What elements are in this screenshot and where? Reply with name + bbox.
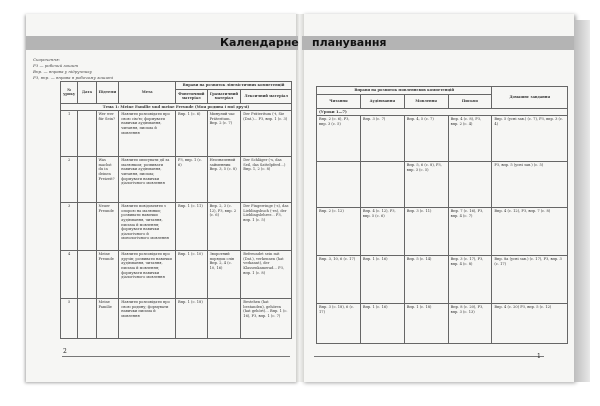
homework-cell: РЗ, впр. 5 (усні зав.) (с. 5) [492,162,568,208]
lesson-grammar: Зворотний порядок слів Впр. 2, 4 (с. 10, 16) [207,251,241,299]
lesson-lexical: Der Präteritum (-t, Sie (Dat.)… РЗ, впр. 1 (с. 3) [241,111,292,157]
lesson-number: 5 [61,299,78,339]
reading-cell: Впр. 2 (с. 12) [317,208,361,256]
listening-cell: Впр. 3 (с. 7) [360,116,404,162]
right-page-number: 1 [537,353,541,360]
col-header-subtopic: Підтеми [96,82,119,104]
lesson-phonetic: Впр. 1 (с. 10) [176,251,208,299]
note-line: РЗ — робочий зошит [33,63,79,68]
lesson-number: 2 [61,157,78,203]
lesson-number: 4 [61,251,78,299]
book-spine [296,14,304,382]
abbreviation-notes [33,57,113,81]
col-header-reading: Читання [317,94,361,108]
table-row [317,256,568,304]
planning-table-left [60,81,292,339]
writing-cell: Впр. 8 (с. 20), РЗ, впр. 3 (с. 13) [448,304,492,344]
lesson-subtopic: Wer wer für Sein? [96,111,119,157]
reading-cell [317,162,361,208]
lesson-phonetic: Впр. 1 (с. 11) [176,203,208,251]
col-header-lexical: Лексичний матеріал [241,89,292,103]
lesson-lexical: Der Fingerringe (-s), das Lieblingsbuch (-es), der Lieblingslehrer… РЗ, впр. 1 (с. 5) [241,203,292,251]
table-row [61,299,292,339]
lesson-goal: Навчити повідомляти з опорою на малюнки; розвивати навички аудіювання, читання, письма й мовлення; формувати навички діалогічного й монологічного мовлення [119,203,176,251]
col-header-phonetic: Фонетичний матеріал [176,89,208,103]
table-row [317,304,568,344]
homework-cell: Впр. 4 (с. 12), РЗ, впр. 7 (с. 8) [492,208,568,256]
writing-cell: Впр. 4 (с. 8), РЗ, впр. 2 (с. 4) [448,116,492,162]
homework-cell: Впр. 4 (с. 20) РЗ, впр. 5 (с. 12) [492,304,568,344]
col-header-lesson: № уроку [61,82,78,104]
lesson-date [78,251,96,299]
right-footer-line [314,356,544,357]
writing-cell: Впр. 7 (с. 16), РЗ, впр. 4 (с. 7) [448,208,492,256]
lesson-grammar: Минулий час Präteritum. Впр. 2 (с. 7) [207,111,241,157]
table-row [317,162,568,208]
table-row [61,203,292,251]
lesson-number: 1 [61,111,78,157]
left-page-number: 2 [63,348,67,355]
theme-title: Тема 1: Meine Familie und meine Freunde (Моя родина і мої друзі) [61,103,292,111]
speaking-cell: Впр. 1 (с. 18) [404,304,448,344]
listening-cell: Впр. 1 (с. 16) [360,304,404,344]
col-header-speech: Вправи на розвиток мовленнєвих компетенцій [317,87,492,95]
speaking-cell: Впр. 5, 6 (с. 8), РЗ, впр. 3 (с. 5) [404,162,448,208]
homework-cell: Впр. 8а (усні зав.) (с. 17), РЗ, впр. 3 (с. 17) [492,256,568,304]
left-footer-line [62,356,290,357]
lesson-date [78,111,96,157]
lesson-phonetic: РЗ, впр. 1 (с. 6) [176,157,208,203]
lesson-goal: Навчити розповідати про свою родину; формувати навички письма й мовлення [119,299,176,339]
table-row [317,208,568,256]
listening-cell: Впр. 1 (с. 16) [360,256,404,304]
col-header-speaking: Мовлення [404,94,448,108]
lesson-goal: Навчити описувати дії за малюнком; розвивати навички аудіювання, читання, письма; формувати навички діалогічного мовлення [119,157,176,203]
lesson-phonetic: Впр. 1 (с. 18) [176,299,208,339]
lesson-grammar: Неозначений займенник Впр. 3, 5 (с. 8) [207,157,241,203]
table-row [317,116,568,162]
col-header-writing: Письмо [448,94,492,108]
note-line: РЗ, впр. — вправа в робочому зошиті [33,75,114,80]
page-edge [574,20,590,382]
left-page-title: Календарне [220,36,299,49]
writing-cell: Впр. 3 (с. 17), РЗ, впр. 4 (с. 8) [448,256,492,304]
lesson-goal: Навчити розповідати про свою сім'ю; формувати навички аудіювання, читання, письма й мовлення [119,111,176,157]
reading-cell: Впр. 2 (с. 6), РЗ, впр. 3 (с. 5) [317,116,361,162]
lesson-lexical: Bestehen (hat bestanden), gehören (hat gehört)… Впр. 1 (с. 16), РЗ, впр. 1 (с. 7) [241,299,292,339]
lesson-subtopic: Meine Freunde [96,251,119,299]
reading-cell: Впр. 3, 10, 6 (с. 17) [317,256,361,304]
lesson-subtopic: Meine Familie [96,299,119,339]
lesson-grammar: Впр. 2, 3 (с. 12), РЗ, впр. 2 (с. 6) [207,203,241,251]
reading-cell: Впр. 3 (с. 18), 6 (с. 17) [317,304,361,344]
col-header-listening: Аудіювання [360,94,404,108]
lesson-subtopic: Neuer Freunde [96,203,119,251]
col-header-linguistic: Вправи на розвиток лінгвістичних компетенцій [176,82,292,90]
note-line: Впр. — вправа у підручнику [33,69,92,74]
table-row [61,157,292,203]
speaking-cell: Впр. 5 (с. 14) [404,256,448,304]
lesson-subtopic: Was machst du in deinen Freizeit? [96,157,119,203]
homework-cell: Впр. 5 (усні зав.) (с. 7), РЗ, впр. 3 (с. 4) [492,116,568,162]
lesson-date [78,299,96,339]
lesson-grammar [207,299,241,339]
table-row [61,111,292,157]
lesson-phonetic: Впр. 1 (с. 6) [176,111,208,157]
listening-cell [360,162,404,208]
col-header-homework: Домашнє завдання [492,87,568,109]
lesson-number: 3 [61,203,78,251]
col-header-goal: Мета [119,82,176,104]
right-page-title: планування [312,36,387,49]
lessons-range: (Уроки 1—7) [317,108,568,116]
speaking-cell: Впр. 4, 5 (с. 7) [404,116,448,162]
planning-table-right [316,86,568,344]
lesson-goal: Навчити розповідати про друзів; розвивати навички аудіювання, читання, письма й мовлення; формувати навички діалогічного мовлення [119,251,176,299]
lesson-date [78,157,96,203]
lesson-lexical: Befreundet sein mit (Dat.), verkennen (hat verkannt), der Klassenkamerad… РЗ, впр. 1 (с. 8) [241,251,292,299]
speaking-cell: Впр. 3 (с. 11) [404,208,448,256]
note-line: Скорочення: [33,57,60,62]
writing-cell [448,162,492,208]
col-header-date: Дата [78,82,96,104]
lesson-lexical: Der Schläger (-s, das Seil, das Sattelpferd…) Впр. 1, 2 (с. 8) [241,157,292,203]
col-header-grammar: Граматичний матеріал [207,89,241,103]
listening-cell: Впр. 4 (с. 12), РЗ, впр. 5 (с. 6) [360,208,404,256]
lesson-date [78,203,96,251]
table-row [61,251,292,299]
